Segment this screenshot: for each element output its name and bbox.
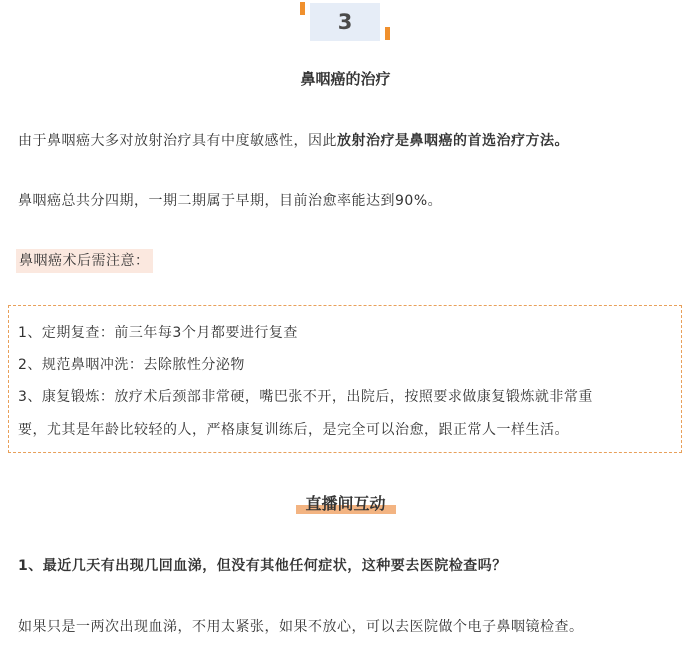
intro-text: 由于鼻咽癌大多对放射治疗具有中度敏感性，因此: [18, 133, 337, 149]
live-section-title: [0, 491, 691, 514]
badge-accent-top: [300, 2, 305, 15]
notice-item: 3、康复锻炼：放疗术后颈部非常硬，嘴巴张不开，出院后，按照要求做康复锻炼就非常重: [18, 389, 593, 405]
live-answer: 如果只是一两次出现血涕，不用太紧张，如果不放心，可以去医院做个电子鼻咽镜检查。: [18, 619, 584, 635]
notice-item: 2、规范鼻咽冲洗：去除脓性分泌物: [18, 357, 245, 373]
notice-item: 1、定期复查：前三年每3个月都要进行复查: [18, 325, 298, 341]
intro-bold-text: 放射治疗是鼻咽癌的首选治疗方法。: [337, 133, 569, 149]
notice-item: 要，尤其是年龄比较轻的人，严格康复训练后，是完全可以治愈，跟正常人一样生活。: [18, 422, 569, 438]
section-number: 3: [337, 10, 353, 34]
live-title-text: 直播间互动: [305, 494, 386, 513]
notice-heading: 鼻咽癌术后需注意：: [16, 249, 153, 273]
badge-accent-bottom: [385, 27, 390, 40]
intro-paragraph: [18, 130, 678, 152]
section-title: 鼻咽癌的治疗: [300, 70, 391, 88]
stages-paragraph: 鼻咽癌总共分四期，一期二期属于早期，目前治愈率能达到90%。: [18, 193, 443, 209]
section-number-badge: [310, 3, 380, 41]
live-question: 1、最近几天有出现几回血涕，但没有其他任何症状，这种要去医院检查吗？: [18, 558, 507, 574]
